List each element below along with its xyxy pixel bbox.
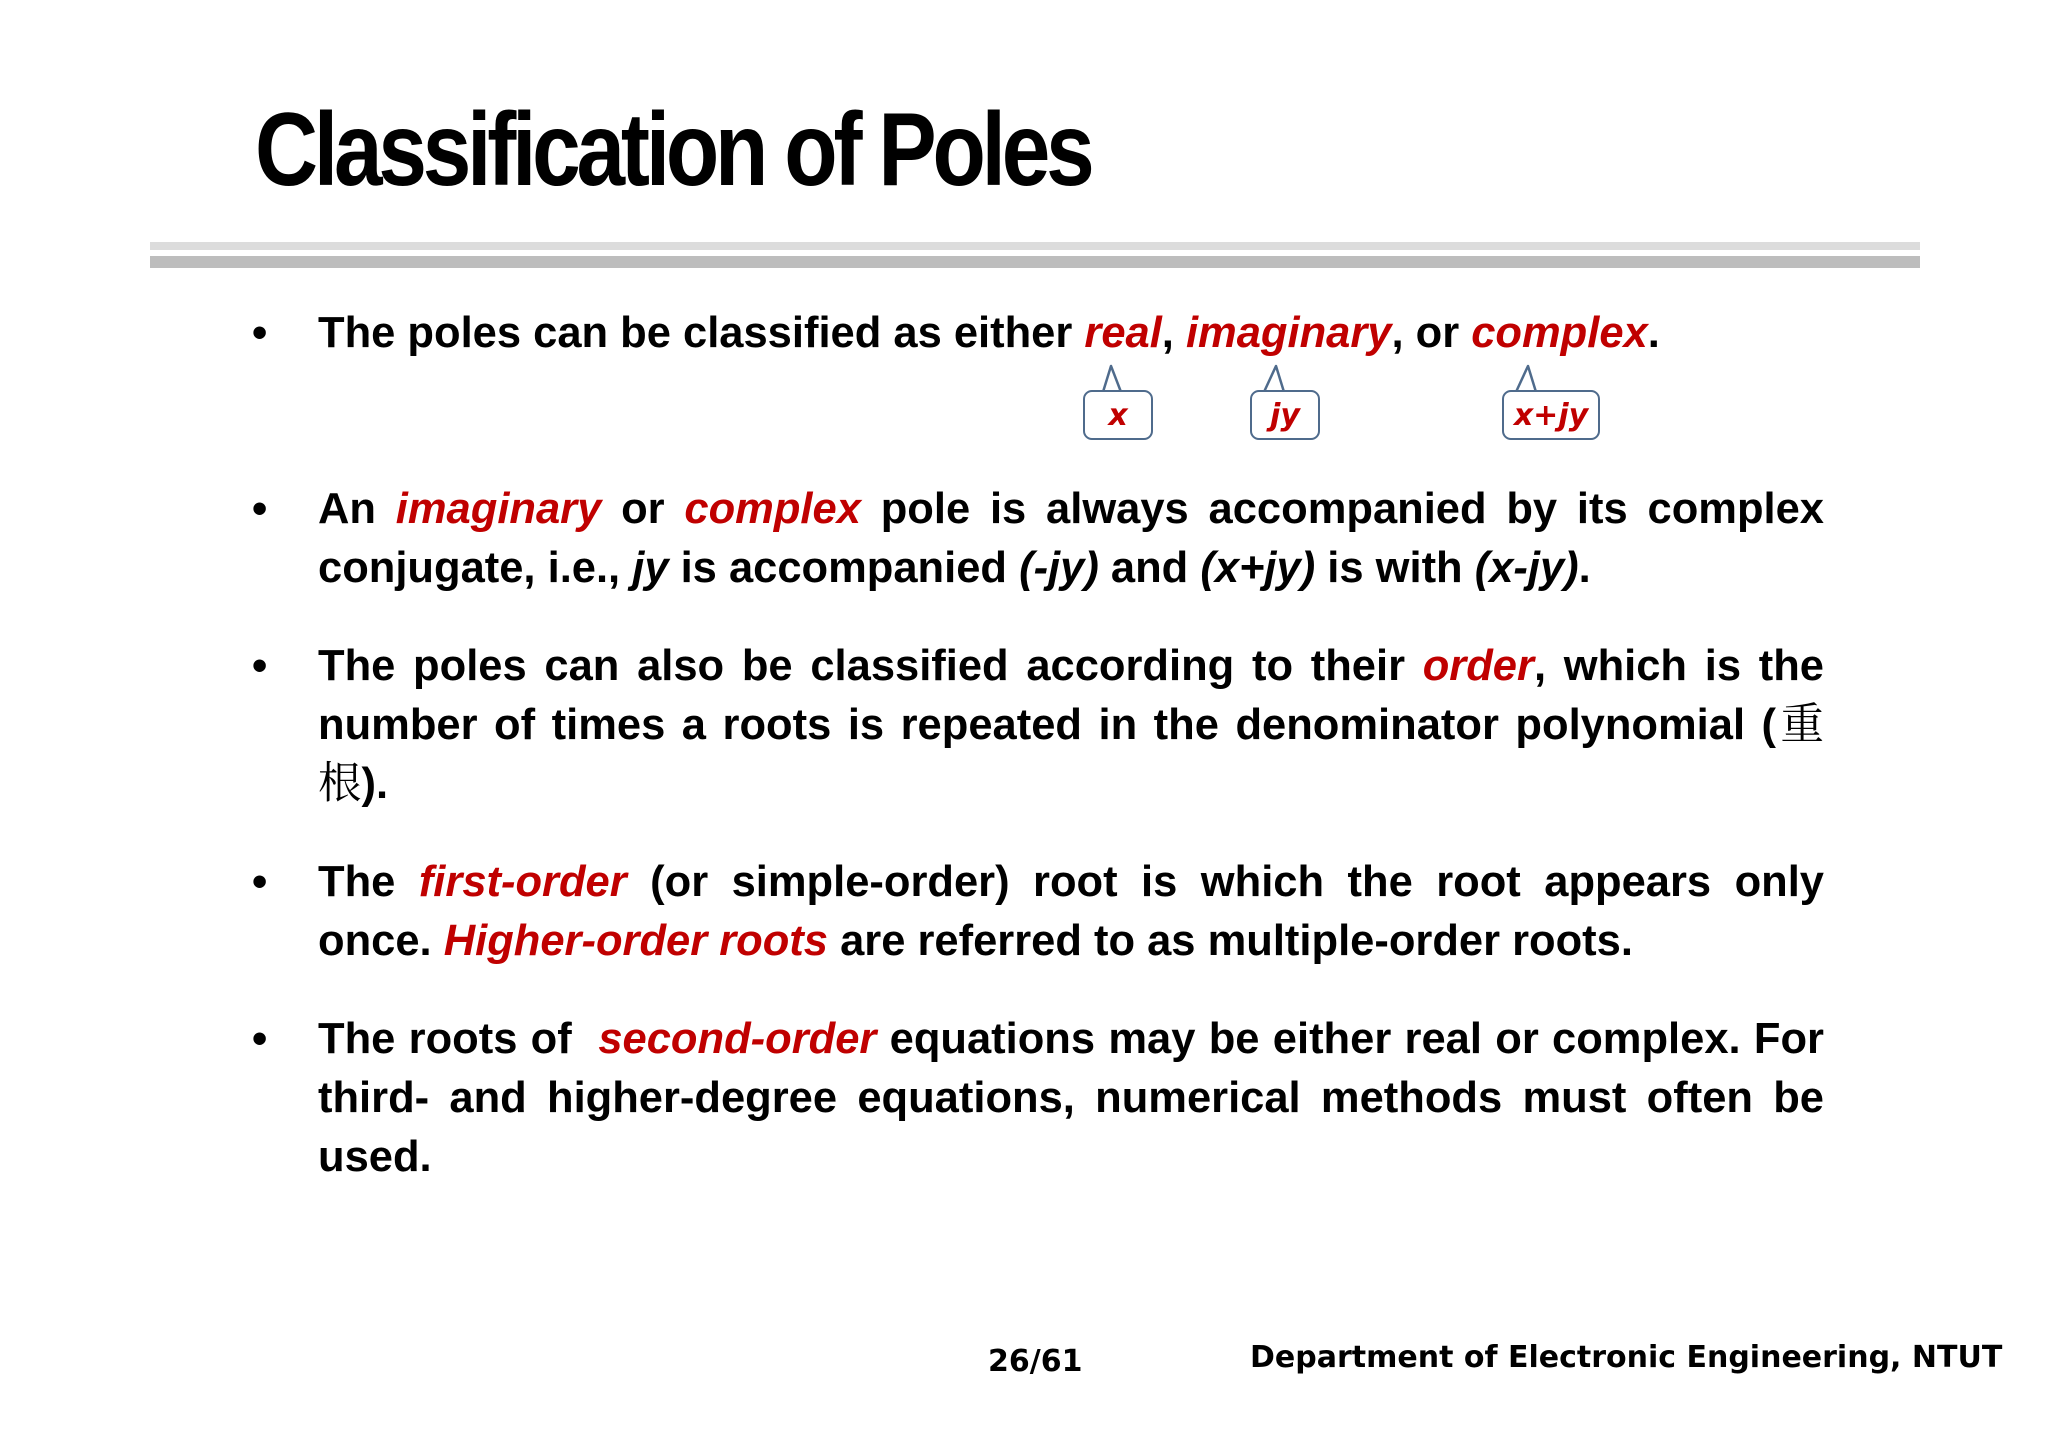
text-run: and: [1098, 544, 1201, 592]
slide-title: Classification of Poles: [255, 92, 1091, 208]
text-run: .: [1578, 544, 1591, 592]
bullet-marker: •: [252, 485, 268, 533]
bullet-marker: •: [252, 642, 268, 690]
callout-label: jy: [1250, 390, 1320, 440]
text-run: .: [1647, 309, 1660, 357]
text-run: , or: [1391, 309, 1472, 357]
math-x-minus-jy: (x-jy): [1474, 544, 1579, 592]
text-run: ,: [1161, 309, 1186, 357]
page-number: 26/61: [988, 1344, 1083, 1379]
bullet-text: [318, 480, 1824, 598]
text-run: The poles can also be classified according to their: [318, 642, 1423, 690]
bullet-marker: •: [252, 858, 268, 906]
bullet-text: [318, 304, 1824, 363]
title-divider-light: [150, 242, 1920, 250]
callout-label: x+jy: [1502, 390, 1600, 440]
bullet-text: [318, 853, 1824, 971]
title-divider-dark: [150, 256, 1920, 268]
math-x-plus-jy: (x+jy): [1200, 544, 1316, 592]
text-run: The poles can be classified as either: [318, 309, 1085, 357]
term-first-order: first-order: [418, 858, 627, 906]
text-run: The: [318, 858, 419, 906]
bullet-second-order: [252, 1010, 1824, 1187]
term-order: order: [1422, 642, 1534, 690]
term-real: real: [1084, 309, 1162, 357]
bullet-real-imaginary-complex: [252, 304, 1824, 363]
math-neg-jy: (-jy): [1019, 544, 1099, 592]
text-run: is with: [1315, 544, 1475, 592]
text-run: are referred to as multiple-order roots.: [827, 917, 1633, 965]
term-imaginary: imaginary: [1185, 309, 1392, 357]
term-higher-order-roots: Higher-order roots: [443, 917, 828, 965]
bullet-first-order: [252, 853, 1824, 971]
text-run: equations may be either real or complex. For third- and higher-degree equations, numerical methods must often be used.: [318, 1015, 1824, 1181]
text-run: pole is always accompanied by its complex conjugate, i.e.,: [318, 485, 1824, 592]
bullet-text: [318, 1010, 1824, 1187]
bullet-order: [252, 637, 1824, 814]
callout-label: x: [1083, 390, 1153, 440]
term-complex: complex: [1471, 309, 1648, 357]
text-run: (or simple-order) root is which the root appears only once.: [318, 858, 1824, 965]
term-imaginary: imaginary: [395, 485, 602, 533]
text-run: ).: [361, 760, 389, 808]
text-run: An: [318, 485, 396, 533]
text-run: is accompanied: [668, 544, 1020, 592]
footer-department: Department of Electronic Engineering, NTUT: [1250, 1340, 2003, 1375]
text-run: or: [601, 485, 685, 533]
bullet-marker: •: [252, 309, 268, 357]
text-run: , which is the number of times a roots is repeated in the denominator polynomial (: [318, 642, 1824, 749]
cjk-repeated-root: 重根: [318, 701, 1824, 808]
term-complex: complex: [684, 485, 861, 533]
bullet-text: [318, 637, 1824, 814]
text-run: The roots of: [318, 1015, 599, 1063]
bullet-marker: •: [252, 1015, 268, 1063]
math-jy: jy: [632, 544, 669, 592]
bullet-conjugate: [252, 480, 1824, 598]
term-second-order: second-order: [598, 1015, 877, 1063]
